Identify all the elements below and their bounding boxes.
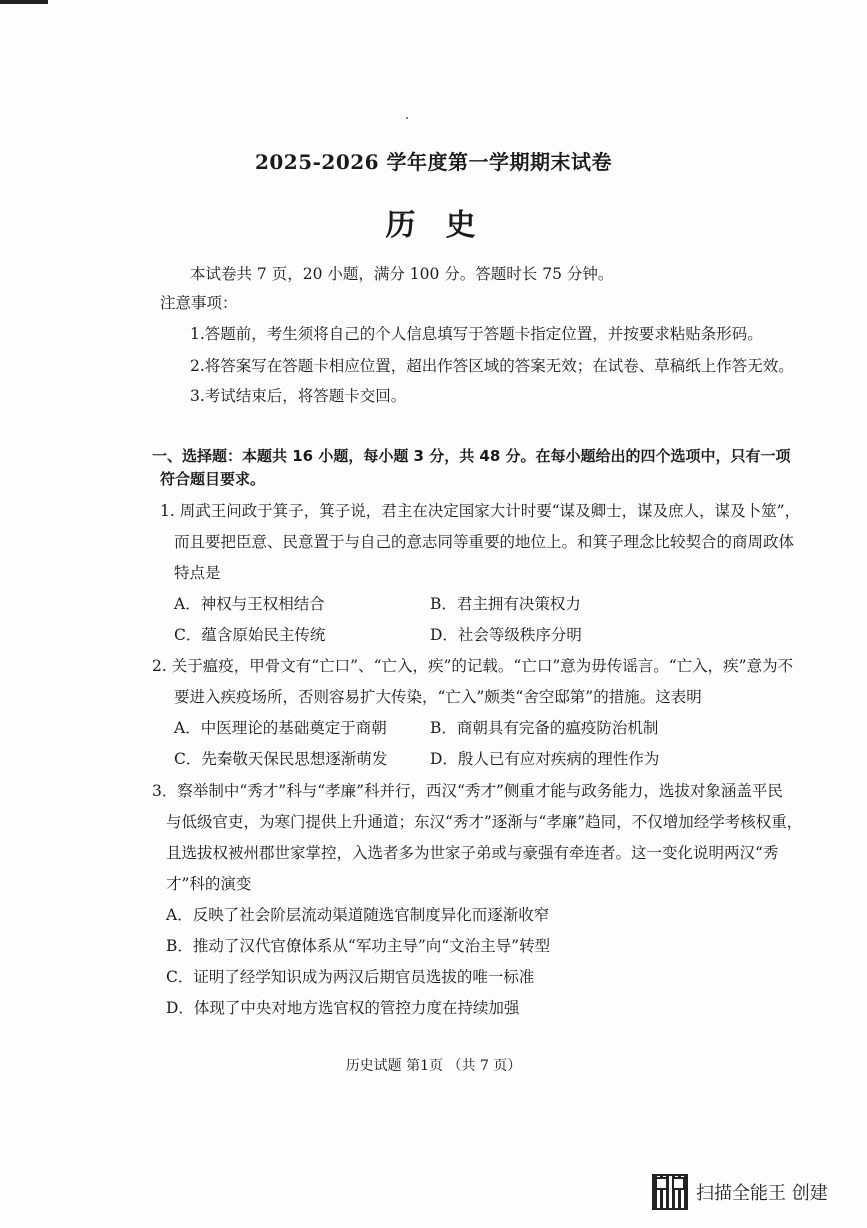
qr-code-icon [652,1174,688,1210]
question-3-line: 且选拔权被州郡世家掌控，入选者多为世家子弟或与豪强有牵连者。这一变化说明两汉“秀 [166,844,779,862]
notice-item: 3.考试结束后，将答题卡交回。 [190,387,407,405]
question-2-option-b: B．商朝具有完备的瘟疫防治机制 [430,719,659,737]
notice-heading: 注意事项： [160,294,238,312]
question-1-option-a: A．神权与王权相结合 [174,595,325,613]
question-1-option-d: D．社会等级秩序分明 [430,626,582,644]
page-footer: 历史试题 第1页 （共 7 页） [345,1058,522,1074]
scan-speck [406,117,408,119]
watermark-text: 扫描全能王 创建 [696,1183,828,1204]
question-2-option-a: A．中医理论的基础奠定于商朝 [174,719,387,737]
question-2-line: 要进入疾疫场所，否则容易扩大传染，“亡入”颇类“舍空邸第”的措施。这表明 [174,688,702,706]
section-heading-cont: 符合题目要求。 [160,470,266,488]
question-2-option-d: D．殷人已有应对疾病的理性作为 [430,750,660,768]
question-1-line: 特点是 [174,564,221,582]
question-1-line: 1. 周武王问政于箕子，箕子说，君主在决定国家大计时要“谋及卿士，谋及庶人，谋及卜筮”， [160,502,801,520]
question-3-option-b: B．推动了汉代官僚体系从“军功主导”向“文治主导”转型 [166,937,551,955]
question-3-line: 与低级官吏，为寒门提供上升通道；东汉“秀才”逐渐与“孝廉”趋同，不仅增加经学考核权重， [166,813,803,831]
exam-intro: 本试卷共 7 页，20 小题，满分 100 分。答题时长 75 分钟。 [190,265,614,283]
question-3-option-a: A．反映了社会阶层流动渠道随选官制度异化而逐渐收窄 [166,906,550,924]
exam-subject: 历史 [385,208,506,243]
notice-item: 1.答题前，考生须将自己的个人信息填写于答题卡指定位置，并按要求粘贴条形码。 [190,325,763,343]
exam-title: 2025-2026 学年度第一学期期末试卷 [254,150,613,174]
scanner-watermark [652,1172,828,1212]
question-1-option-b: B．君主拥有决策权力 [430,595,581,613]
question-2-line: 2. 关于瘟疫，甲骨文有“亡口”、“亡入，疾”的记载。“亡口”意为毋传谣言。“亡入，疾”意为不 [152,657,794,675]
notice-item: 2.将答案写在答题卡相应位置，超出作答区域的答案无效；在试卷、草稿纸上作答无效。 [190,357,794,375]
section-heading: 一、选择题：本题共 16 小题，每小题 3 分，共 48 分。在每小题给出的四个选项中，只有一项 [152,447,791,465]
question-2-option-c: C．先秦敬天保民思想逐渐萌发 [174,750,388,768]
question-3-line: 3．察举制中“秀才”科与“孝廉”科并行，西汉“秀才”侧重才能与政务能力，选拔对象涵盖平民 [152,782,783,800]
question-3-line: 才”科的演变 [166,875,252,893]
question-3-option-d: D．体现了中央对地方选官权的管控力度在持续加强 [166,999,520,1017]
question-1-option-c: C．蕴含原始民主传统 [174,626,326,644]
question-1-line: 而且要把臣意、民意置于与自己的意志同等重要的地位上。和箕子理念比较契合的商周政体 [174,533,795,551]
scan-corner-mark [0,0,48,4]
question-3-option-c: C．证明了经学知识成为两汉后期官员选拔的唯一标准 [166,968,535,986]
